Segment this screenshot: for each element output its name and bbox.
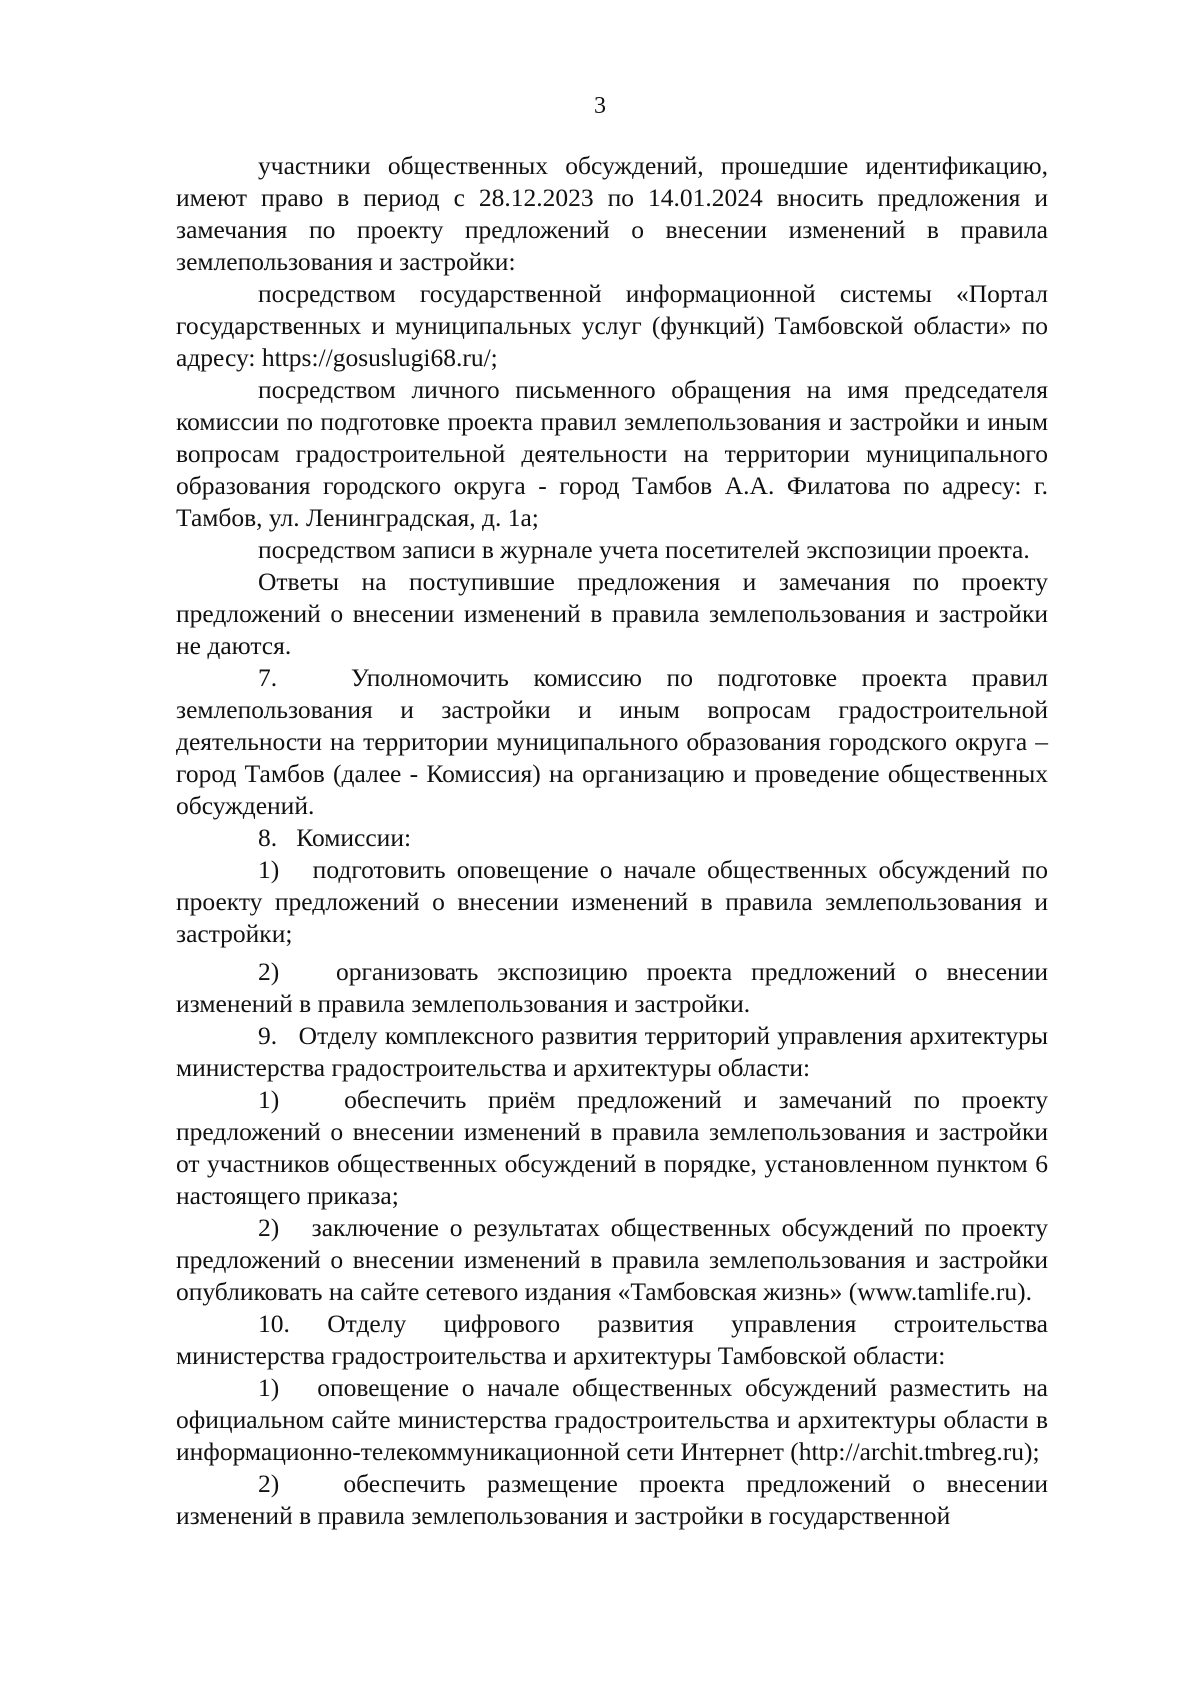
paragraph-item-9-1: 1) обеспечить приём предложений и замечаний по проекту предложений о внесении изменений в правила землепользования и застройки от участников общественных обсуждений в порядке, установленном пунктом 6 настоящего приказа; [176,1085,1048,1210]
paragraph-via-journal: посредством записи в журнале учета посетителей экспозиции проекта. [258,535,1030,564]
paragraph-via-written-appeal: посредством личного письменного обращения на имя председателя комиссии по подготовке проекта правил землепользования и застройки и иным вопросам градостроительной деятельности на территории муниципального образования городского округа - город Тамбов А.А. Филатова по адресу: г. Тамбов, ул. Ленинградская, д. 1а; [176,375,1048,532]
paragraph-answers-not-given: Ответы на поступившие предложения и замечания по проекту предложений о внесении изменений в правила землепользования и застройки не даются. [176,567,1048,660]
page-number: 3 [594,93,606,119]
paragraph-via-portal: посредством государственной информационной системы «Портал государственных и муниципальных услуг (функций) Тамбовской области» по адресу: https://gosuslugi68.ru/; [176,279,1048,372]
document-body [176,150,1048,1532]
paragraph-item-10: 10. Отделу цифрового развития управления строительства министерства градостроительства и архитектуры Тамбовской области: [176,1309,1048,1370]
paragraph-item-9: 9. Отделу комплексного развития территорий управления архитектуры министерства градостроительства и архитектуры области: [176,1021,1048,1082]
paragraph-item-10-2: 2) обеспечить размещение проекта предложений о внесении изменений в правила землепользования и застройки в государственной [176,1469,1048,1530]
paragraph-participants-rights: участники общественных обсуждений, прошедшие идентификацию, имеют право в период с 28.12.2023 по 14.01.2024 вносить предложения и замечания по проекту предложений о внесении изменений в правила землепользования и застройки: [176,151,1048,276]
paragraph-item-9-2: 2) заключение о результатах общественных обсуждений по проекту предложений о внесении изменений в правила землепользования и застройки опубликовать на сайте сетевого издания «Тамбовская жизнь» (www.tamlife.ru). [176,1213,1048,1306]
paragraph-item-8: 8. Комиссии: [258,823,412,852]
paragraph-item-8-2: 2) организовать экспозицию проекта предложений о внесении изменений в правила землепользования и застройки. [176,957,1048,1018]
paragraph-item-8-1: 1) подготовить оповещение о начале общественных обсуждений по проекту предложений о внесении изменений в правила землепользования и застройки; [176,855,1048,948]
paragraph-item-10-1: 1) оповещение о начале общественных обсуждений разместить на официальном сайте министерства градостроительства и архитектуры области в информационно-телекоммуникационной сети Интернет (http://archit.tmbreg.ru); [176,1373,1048,1466]
paragraph-item-7: 7. Уполномочить комиссию по подготовке проекта правил землепользования и застройки и иным вопросам градостроительной деятельности на территории муниципального образования городского округа – город Тамбов (далее - Комиссия) на организацию и проведение общественных обсуждений. [176,663,1048,820]
